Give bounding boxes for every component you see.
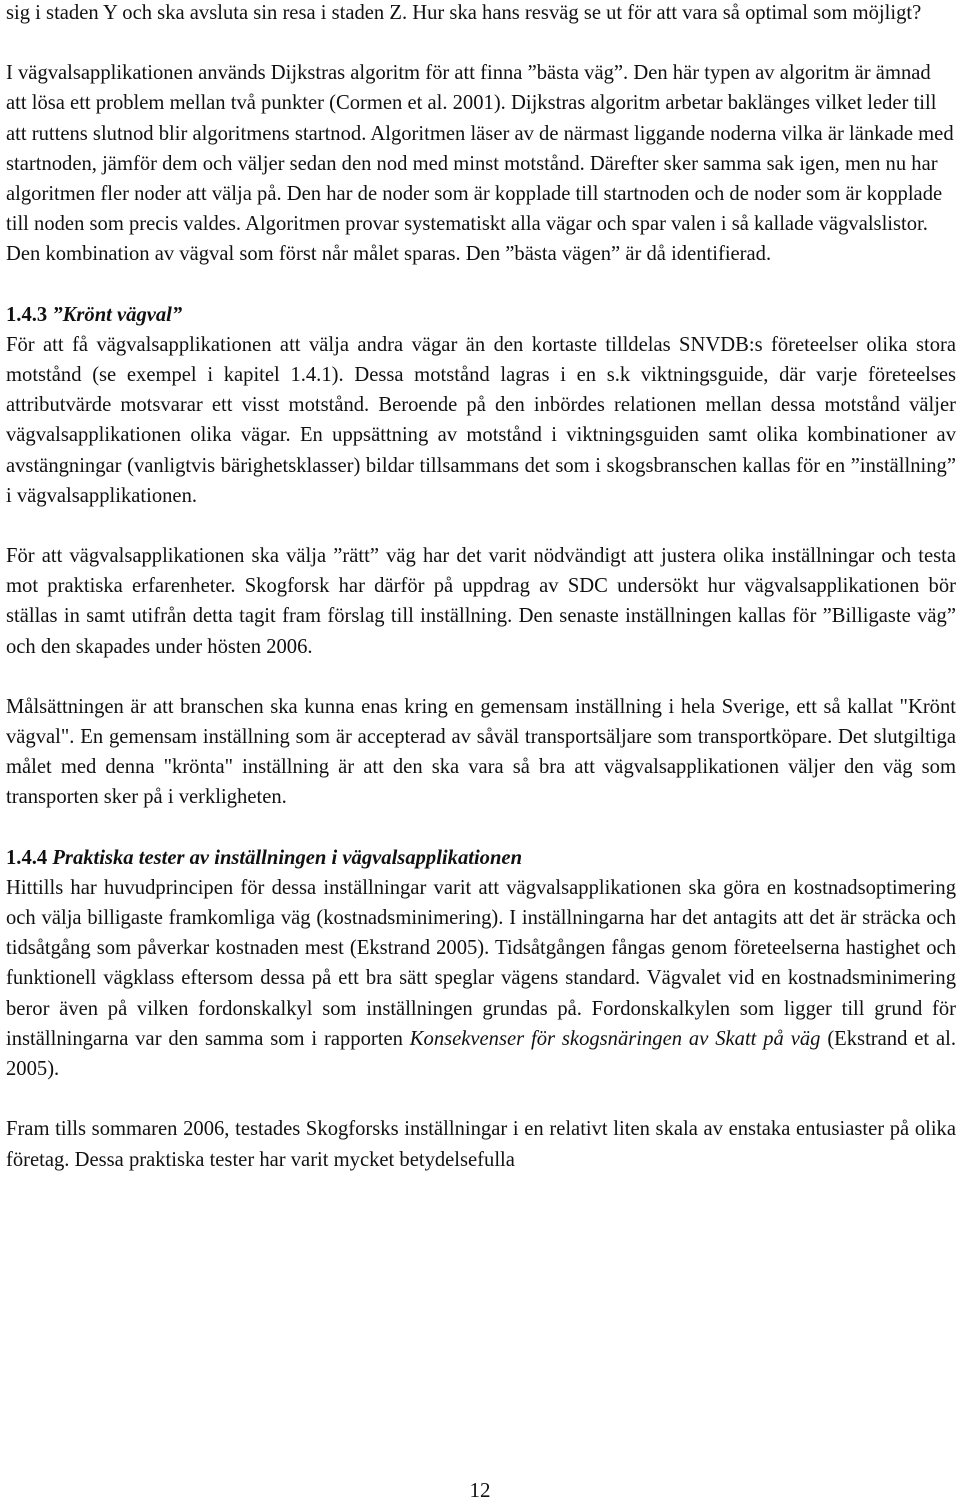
paragraph-gap (6, 813, 956, 843)
section-heading-1-4-4 (6, 843, 956, 873)
paragraph-gap (6, 28, 956, 58)
paragraph-text: Hittills har huvudprincipen för dessa inställningar varit att vägvalsapplikationen ska göra en kostnadsoptimering och välja billigaste framkomliga väg (kostnadsminimering). I inställningarna har det antagits att det är sträcka och tidsåtgång som påverkar kostnaden mest (Ekstrand 2005). Tidsåtgången fångas genom företeelserna hastighet och funktionell vägklass eftersom dessa på ett bra sätt speglar vägens standard. Vägvalet vid en kostnadsminimering beror även på vilken fordonskalkyl som inställningen grundas på. Fordonskalkylen som ligger till grund för inställningarna var den samma som i rapporten (6, 876, 956, 1050)
section-title: Praktiska tester av inställningen i vägvalsapplikationen (52, 846, 523, 869)
paragraph-tester: Fram tills sommaren 2006, testades Skogforsks inställningar i en relativt liten skala av enstaka entusiaster på olika företag. Dessa praktiska tester har varit mycket betydelsefulla (6, 1118, 956, 1171)
paragraph-gap (6, 511, 956, 541)
paragraph-ratt-vag: För att vägvalsapplikationen ska välja ”rätt” väg har det varit nödvändigt att justera olika inställningar och testa mot praktiska erfarenheter. Skogforsk har därför på uppdrag av SDC undersökt hur vägvalsapplikationen bör ställas in samt utifrån detta tagit fram förslag till inställning. Den senaste inställningen kallas för ”Billigaste väg” och den skapades under hösten 2006. (6, 545, 956, 658)
paragraph-continued: sig i staden Y och ska avsluta sin resa i staden Z. Hur ska hans resväg se ut för att vara så optimal som möjligt? (6, 2, 922, 24)
report-title: Konsekvenser för skogsnäringen av Skatt på väg (409, 1027, 821, 1050)
paragraph-dijkstra: I vägvalsapplikationen används Dijkstras algoritm för att finna ”bästa väg”. Den här typen av algoritm är ämnad att lösa ett problem mellan två punkter (Cormen et al. 2001). Dijkstras algoritm arbetar baklänges vilket leder till att ruttens slutnod blir algoritmens startnod. Algoritmen läser av de närmast liggande noderna vilka är länkade med startnoden, jämför dem och väljer sedan den nod med minst motstånd. Därefter sker samma sak igen, men nu har algoritmen fler noder att välja på. Den har de noder som är kopplade till startnoden och de noder som är kopplade till noden som precis valdes. Algoritmen provar systematiskt alla vägar och spar valen i så kallade vägvalslistor. Den kombination av vägval som först når målet sparas. Den ”bästa vägen” är då identifierad. (6, 62, 954, 266)
paragraph-gap (6, 1084, 956, 1114)
paragraph-kront-vagval: Målsättningen är att branschen ska kunna enas kring en gemensam inställning i hela Sverige, ett så kallat "Krönt vägval". En gemensam inställning som är accepterad av såväl transportsäljare som transportköpare. Det slutgiltiga målet med denna "krönta" inställning är att den ska vara så bra att vägvalsapplikationen väljer den väg som transporten sker på i verkligheten. (6, 695, 956, 809)
section-number: 1.4.3 (6, 303, 48, 326)
citation: (Ekstrand et al. 2005). (6, 1027, 956, 1081)
paragraph-motstand: För att få vägvalsapplikationen att välja andra vägar än den kortaste tilldelas SNVDB:s företeelser olika stora motstånd (se exempel i kapitel 1.4.1). Dessa motstånd lagras i en s.k viktningsguide, där varje företeelses attributvärde motsvarar ett visst motstånd. Beroende på den inbördes relationen mellan dessa motstånd väljer vägvalsapplikationen olika vägar. En uppsättning av motstånd i viktningsguiden samt olika kombinationer av avstängningar (vanligtvis bärighetsklasser) bildar tillsammans det som i skogsbranschen kallas för en ”inställning” i vägvalsapplikationen. (6, 333, 956, 507)
page-number: 12 (469, 1478, 491, 1502)
page-body (6, 0, 956, 1175)
paragraph-kostnadsminimering (6, 873, 956, 1084)
section-title: ”Krönt vägval” (52, 303, 183, 326)
section-number: 1.4.4 (6, 846, 48, 869)
paragraph-gap (6, 662, 956, 692)
section-heading-1-4-3 (6, 300, 956, 330)
paragraph-gap (6, 270, 956, 300)
